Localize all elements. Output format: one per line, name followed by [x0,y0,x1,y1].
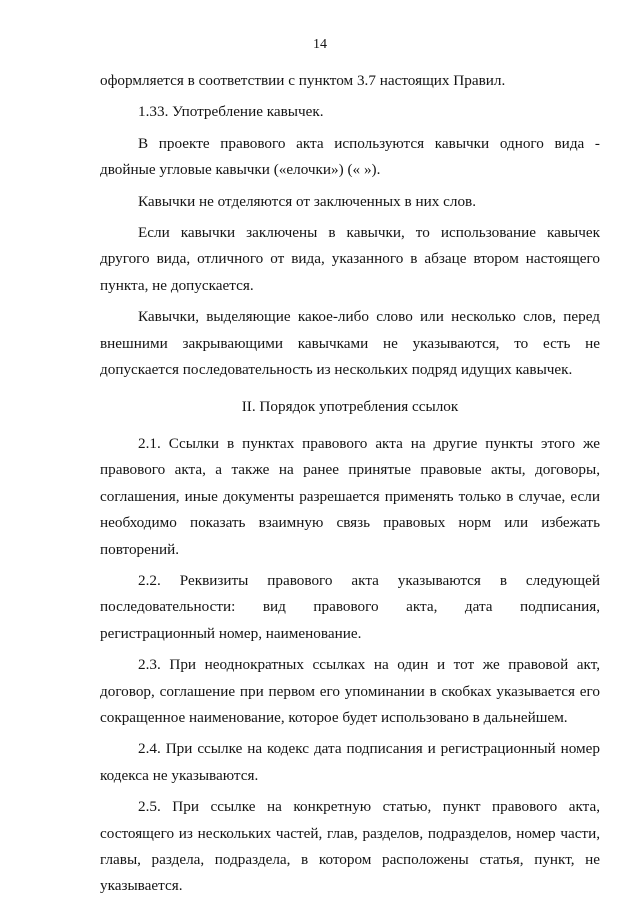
section-heading: II. Порядок употребления ссылок [241,398,459,416]
paragraph-item-2-4: 2.4. При ссылке на кодекс дата подписания и регистрационный номер кодекса не указываются. [100,740,600,784]
paragraph-item-2-1: 2.1. Ссылки в пунктах правового акта на другие пункты этого же правового акта, а также на ранее принятые правовые акты, договоры, соглашения, иные документы разрешается применять только в случае, если необходимо показать взаимную связь правовых норм или избежать повторений. [100,434,600,558]
page-number: 14 [313,37,327,52]
paragraph-consecutive-quotes: Кавычки, выделяющие какое-либо слово или несколько слов, перед внешними закрывающими кавычками не указываются, то есть не допускается последовательность из нескольких подряд идущих кавычек. [100,308,600,379]
document-body [100,68,600,905]
paragraph-quotes-spacing: Кавычки не отделяются от заключенных в них слов. [138,192,477,210]
paragraph-quotes-type: В проекте правового акта используются кавычки одного вида - двойные угловые кавычки («елочки») (« »). [100,134,600,179]
paragraph-item-2-3: 2.3. При неоднократных ссылках на один и тот же правовой акт, договор, соглашение при первом его упоминании в скобках указывается его сокращенное наименование, которое будет использовано в дальнейшем. [100,656,600,726]
paragraph-item-2-5: 2.5. При ссылке на конкретную статью, пункт правового акта, состоящего из нескольких частей, глав, разделов, подразделов, номер части, главы, раздела, подраздела, в котором расположены статья, пункт, не указывается. [100,798,600,895]
paragraph-item-2-2: 2.2. Реквизиты правового акта указываются в следующей последовательности: вид правового акта, дата подписания, регистрационный номер, наименование. [100,571,600,642]
paragraph-item-1-33-title: 1.33. Употребление кавычек. [138,103,324,121]
paragraph-nested-quotes: Если кавычки заключены в кавычки, то использование кавычек другого вида, отличного от вида, указанного в абзаце втором настоящего пункта, не допускается. [100,224,600,294]
paragraph-continuation: оформляется в соответствии с пунктом 3.7 настоящих Правил. [100,72,506,89]
